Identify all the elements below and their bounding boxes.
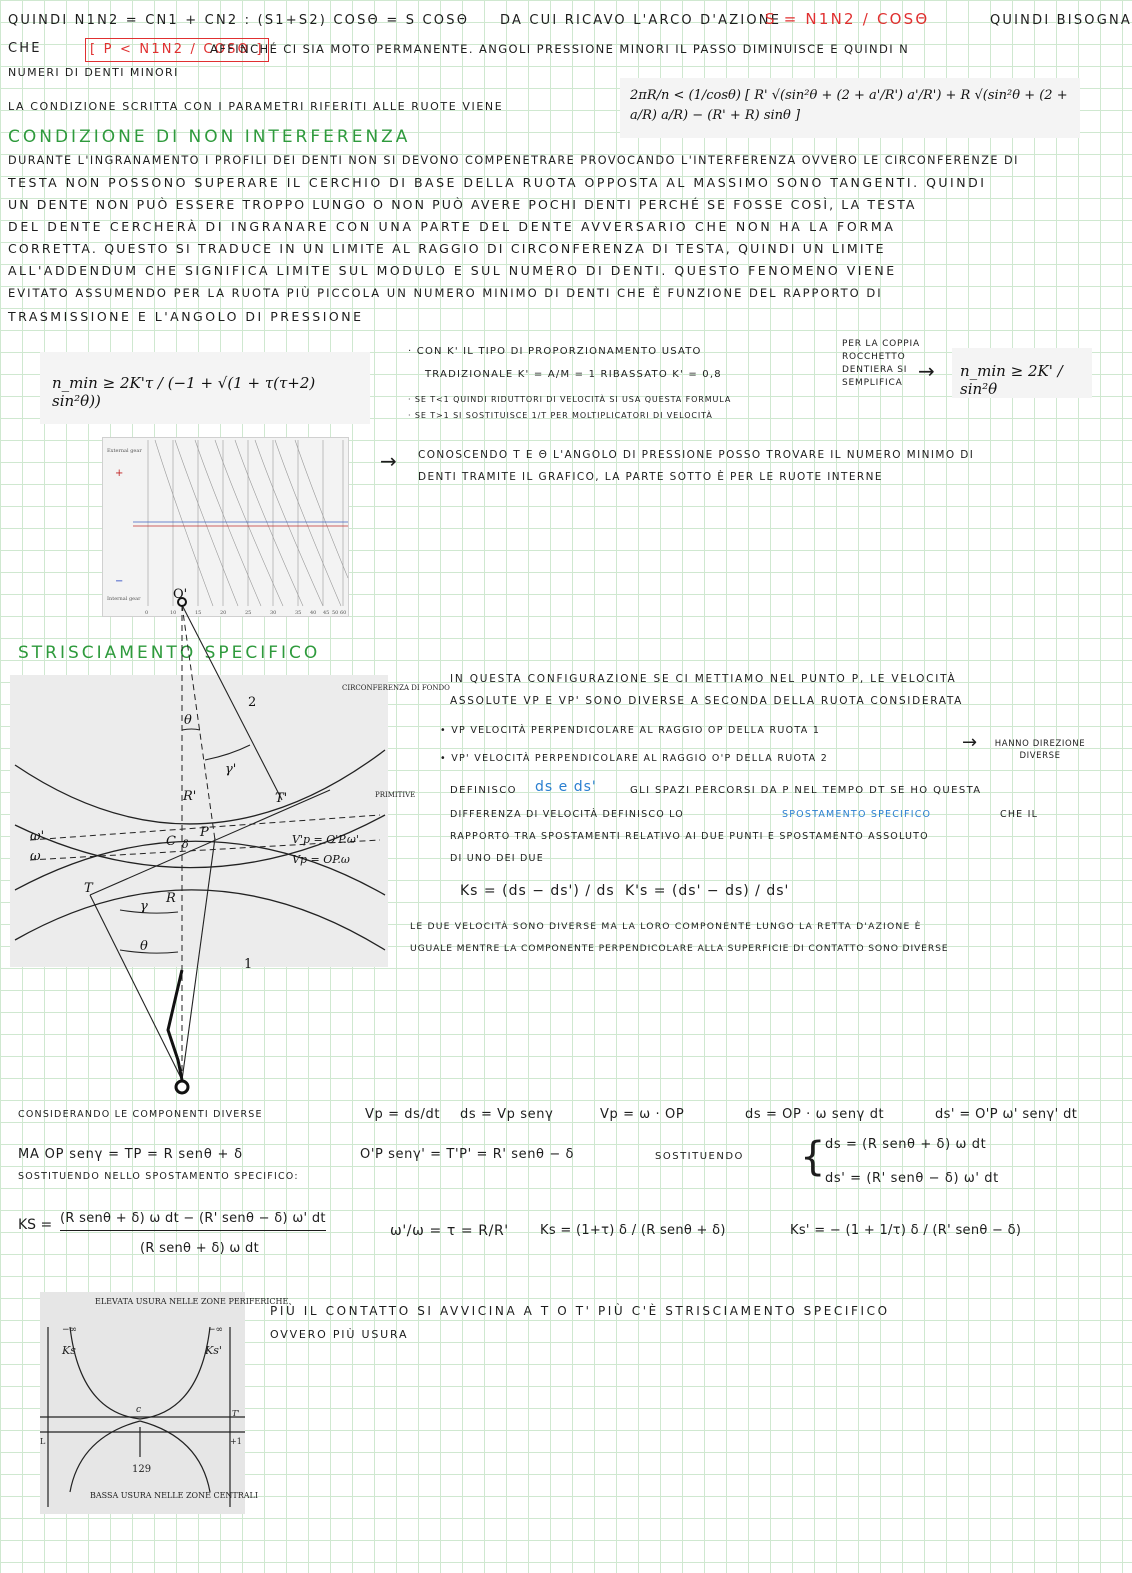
svg-text:45: 45 <box>323 610 330 616</box>
figure-number: 129 <box>132 1464 152 1475</box>
derivation-item: Vp = ds/dt <box>365 1107 441 1122</box>
para-line: TESTA NON POSSONO SUPERARE IL CERCHIO DI BASE DELLA RUOTA OPPOSTA AL MASSIMO SONO TANGENTI. QUINDI <box>8 175 987 190</box>
label-Vpp: V'p = O'P.ω' <box>292 833 359 846</box>
note-line: · SE Τ>1 SI SOSTITUISCE 1/Τ PER MOLTIPLICATORI DI VELOCITÀ <box>408 411 713 420</box>
sliding-diagram <box>0 587 450 1100</box>
label-C: C <box>166 834 176 849</box>
section-title-interference: CONDIZIONE DI NON INTERFERENZA <box>8 127 411 147</box>
graph-note-1: CONOSCENDO Τ E Θ L'ANGOLO DI PRESSIONE POSSO TROVARE IL NUMERO MINIMO DI <box>418 449 975 461</box>
label-gamma: γ <box>140 899 148 914</box>
ks-lhs: KS = <box>18 1217 53 1233</box>
nmin-formula <box>40 352 370 424</box>
para2-one: DI UNO DEI DUE <box>450 853 544 864</box>
graph-note-2: DENTI TRAMITE IL GRAFICO, LA PARTE SOTTO È PER LE RUOTE INTERNE <box>418 471 883 483</box>
svg-text:40: 40 <box>310 610 317 616</box>
bullet-vp: • VP VELOCITÀ PERPENDICOLARE AL RAGGIO OP DELLA RUOTA 1 <box>440 725 821 736</box>
sliding-graph-svg <box>40 1292 289 1514</box>
label-minus-inf-right: −∞ <box>208 1325 224 1335</box>
derivation-item: Vp = ω · OP <box>600 1107 685 1122</box>
graph-upper-label: External gear <box>107 448 142 454</box>
svg-text:10: 10 <box>170 610 177 616</box>
intro-line-4: LA CONDIZIONE SCRITTA CON I PARAMETRI RIFERITI ALLE RUOTE VIENE <box>8 100 504 113</box>
system-eq: ds = (R senθ + δ) ω dt <box>825 1137 987 1152</box>
para2-ratio: RAPPORTO TRA SPOSTAMENTI RELATIVO AI DUE PUNTI E SPOSTAMENTO ASSOLUTO <box>450 831 929 842</box>
para2-define: DEFINISCO <box>450 785 517 796</box>
label-R: R <box>166 891 176 906</box>
para-line: CORRETTA. QUESTO SI TRADUCE IN UN LIMITE AL RAGGIO DI CIRCONFERENZA DI TESTA, QUINDI UN LIMITE <box>8 241 886 256</box>
arrow-icon: → <box>918 359 935 383</box>
graph-top-label: ELEVATA USURA NELLE ZONE PERIFERICHE <box>95 1297 289 1306</box>
note-line: TRADIZIONALE K' = A/M = 1 RIBASSATO K' = 0,8 <box>425 369 722 380</box>
derivation-item: MA OP senγ = TP = R senθ + δ <box>18 1147 243 1162</box>
derivation-item: ds' = O'P ω' senγ' dt <box>935 1107 1078 1122</box>
graph-bottom-label: BASSA USURA NELLE ZONE CENTRALI <box>90 1491 259 1500</box>
sliding-diagram-svg <box>0 587 450 1100</box>
arc-of-action-formula: S = N1N2 / COSΘ <box>765 10 930 28</box>
label-Rp: R' <box>183 789 197 804</box>
svg-text:25: 25 <box>245 610 252 616</box>
intro-line-1: QUINDI N1N2 = CN1 + CN2 : (S1+S2) COSΘ = S COSΘ <box>8 13 470 28</box>
svg-text:35: 35 <box>295 610 302 616</box>
addendum-condition-formula-text: 2πR/n < (1/cosθ) [ R' √(sin²θ + (2 + a'/R') a'/R') + R √(sin²θ + (2 + a/R) a/R) − (R' + R) sinθ ] <box>630 88 1068 123</box>
permanent-motion-condition: [ P < N1N2 / COSΘ ] <box>85 38 269 62</box>
intro-line-2c: AFFINCHÉ CI SIA MOTO PERMANENTE. ANGOLI PRESSIONE MINORI IL PASSO DIMINUISCE E QUINDI N <box>210 42 910 56</box>
svg-text:60: 60 <box>340 610 347 616</box>
label-primitive: PRIMITIVE <box>375 791 416 799</box>
sliding-para-line: IN QUESTA CONFIGURAZIONE SE CI METTIAMO NEL PUNTO P, LE VELOCITÀ <box>450 673 957 685</box>
derivation-item: CONSIDERANDO LE COMPONENTI DIVERSE <box>18 1109 263 1120</box>
label-wheel-1: 1 <box>244 957 253 972</box>
nmin-formula-text: n_min ≥ 2K'τ / (−1 + √(1 + τ(τ+2) sin²θ)) <box>52 374 316 410</box>
label-Tp: T' <box>232 1409 240 1418</box>
addendum-condition-formula <box>620 78 1080 138</box>
brace-icon: { <box>800 1134 826 1180</box>
label-minus-inf-left: −∞ <box>62 1325 78 1335</box>
final-text-1: PIÙ IL CONTATTO SI AVVICINA A T O T' PIÙ C'È STRISCIAMENTO SPECIFICO <box>270 1304 890 1318</box>
intro-line-2a: CHE <box>8 41 42 56</box>
label-Vp: Vp = OP.ω <box>292 853 350 866</box>
ks-denominator: (R senθ + δ) ω dt <box>140 1241 259 1256</box>
svg-text:50: 50 <box>332 610 339 616</box>
label-theta-bottom: θ <box>140 939 148 954</box>
section-title-sliding: STRISCIAMENTO SPECIFICO <box>18 643 321 663</box>
label-ks: Ks <box>62 1344 76 1357</box>
svg-text:0: 0 <box>145 610 149 616</box>
label-T: T <box>84 881 93 896</box>
label-omega: ω <box>30 849 41 864</box>
note-line: · SE Τ<1 QUINDI RIDUTTORI DI VELOCITÀ SI USA QUESTA FORMULA <box>408 395 732 404</box>
svg-text:30: 30 <box>270 610 277 616</box>
svg-text:15: 15 <box>195 610 202 616</box>
rack-formula <box>952 348 1092 398</box>
derivation-row-3: SOSTITUENDO NELLO SPOSTAMENTO SPECIFICO: <box>18 1171 299 1182</box>
label-theta-top: θ <box>184 713 192 728</box>
sliding-para-line: ASSOLUTE VP E VP' SONO DIVERSE A SECONDA DELLA RUOTA CONSIDERATA <box>450 695 964 707</box>
ksp-formula: K's = (ds' − ds) / ds' <box>625 883 790 899</box>
label-delta: δ <box>182 838 189 851</box>
para2-diff: DIFFERENZA DI VELOCITÀ DEFINISCO LO <box>450 809 684 820</box>
para-line: UN DENTE NON PUÒ ESSERE TROPPO LUNGO O NON PUÒ AVERE POCHI DENTI PERCHÉ SE FOSSE COSÌ, LA TESTA <box>8 197 917 212</box>
para-line: EVITATO ASSUMENDO PER LA RUOTA PIÙ PICCOLA UN NUMERO MINIMO DI DENTI CHE È FUNZIONE DEL RAPPORTO DI <box>8 286 883 300</box>
label-plus-one: +1 <box>230 1437 242 1446</box>
para2-specific-shift: SPOSTAMENTO SPECIFICO <box>782 809 932 820</box>
label-O2: O' <box>173 587 188 602</box>
derivation-item: ds = Vp senγ <box>460 1107 554 1122</box>
para2-che: CHE IL <box>1000 809 1039 820</box>
para2-spaces: GLI SPAZI PERCORSI DA P NEL TEMPO DT SE HO QUESTA <box>630 785 982 796</box>
graph-lower-label: Internal gear <box>107 596 141 602</box>
intro-line-1d: QUINDI BISOGNA <box>990 13 1132 28</box>
note-line: · CON K' IL TIPO DI PROPORZIONAMENTO USATO <box>408 346 702 357</box>
arrow-icon: → <box>380 449 397 473</box>
bullet-note: HANNO DIREZIONE DIVERSE <box>994 739 1086 761</box>
para3-line: LE DUE VELOCITÀ SONO DIVERSE MA LA LORO COMPONENTE LUNGO LA RETTA D'AZIONE È <box>410 921 922 932</box>
para-line: DEL DENTE CERCHERÀ DI INGRANARE CON UNA PARTE DEL DENTE AVVERSARIO CHE NON HA LA FORMA <box>8 219 896 234</box>
ks-numerator: (R senθ + δ) ω dt − (R' senθ − δ) ω' dt <box>60 1208 326 1231</box>
label-base-circle: CIRCONFERENZA DI FONDO <box>342 684 450 692</box>
label-c: c <box>136 1405 142 1415</box>
ks-result: Ks = (1+τ) δ / (R senθ + δ) <box>540 1223 726 1238</box>
ratio-formula: ω'/ω = τ = R/R' <box>390 1223 509 1239</box>
sliding-graph <box>40 1292 289 1514</box>
brace-arrow-icon: → <box>962 732 978 753</box>
ks-formula: Ks = (ds − ds') / ds <box>460 883 615 899</box>
derivation-item: ds = OP · ω senγ dt <box>745 1107 885 1122</box>
label-gamma-prime: γ' <box>225 762 237 777</box>
para2-ds: ds e ds' <box>535 779 597 795</box>
label-Tp: T' <box>275 791 288 806</box>
svg-text:20: 20 <box>220 610 227 616</box>
intro-line-3: NUMERI DI DENTI MINORI <box>8 66 179 79</box>
graph-minus: − <box>115 576 124 587</box>
ksp-result: Ks' = − (1 + 1/τ) δ / (R' senθ − δ) <box>790 1223 1022 1238</box>
label-omega-prime: ω' <box>30 829 45 844</box>
graph-plus: + <box>115 468 124 479</box>
label-ksp: Ks' <box>205 1344 222 1357</box>
label-P: P <box>200 825 209 840</box>
para-line: TRASMISSIONE E L'ANGOLO DI PRESSIONE <box>8 309 364 324</box>
system-eq: ds' = (R' senθ − δ) ω' dt <box>825 1171 999 1186</box>
label-wheel-2: 2 <box>248 695 257 710</box>
bullet-vpp: • VP' VELOCITÀ PERPENDICOLARE AL RAGGIO O'P DELLA RUOTA 2 <box>440 753 829 764</box>
intro-line-1b: DA CUI RICAVO L'ARCO D'AZIONE <box>500 13 782 28</box>
derivation-item: O'P senγ' = T'P' = R' senθ − δ <box>360 1147 575 1162</box>
label-L: L <box>40 1437 46 1446</box>
final-text-2: OVVERO PIÙ USURA <box>270 1328 409 1341</box>
rack-formula-text: n_min ≥ 2K' / sin²θ <box>960 362 1063 398</box>
derivation-item: SOSTITUENDO <box>655 1151 744 1162</box>
para-line: DURANTE L'INGRANAMENTO I PROFILI DEI DENTI NON SI DEVONO COMPENETRARE PROVOCANDO L'INTERFERENZA OVVERO LE CIRCONFERENZE DI <box>8 154 1019 167</box>
rack-note: PER LA COPPIA ROCCHETTO DENTIERA SI SEMPLIFICA <box>842 339 920 388</box>
para-line: ALL'ADDENDUM CHE SIGNIFICA LIMITE SUL MODULO E SUL NUMERO DI DENTI. QUESTO FENOMENO VIENE <box>8 263 897 278</box>
para3-line: UGUALE MENTRE LA COMPONENTE PERPENDICOLARE ALLA SUPERFICIE DI CONTATTO SONO DIVERSE <box>410 943 949 954</box>
